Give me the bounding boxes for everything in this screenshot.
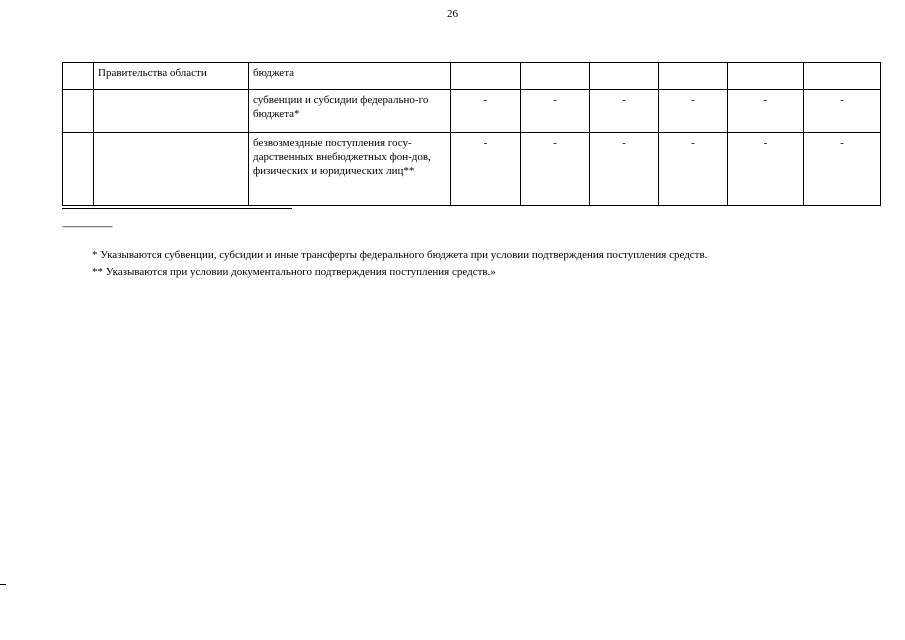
table-cell-index [63,63,94,90]
table-cell-value: - [659,90,728,133]
budget-table [62,62,881,206]
table-cell-value: - [659,133,728,206]
footnote-2: ** Указываются при условии документального подтверждения поступления средств.» [92,266,496,278]
table-cell-index [63,90,94,133]
table-cell-value: - [521,133,590,206]
table-cell-source: бюджета [249,63,451,90]
table-cell-value [590,63,659,90]
table-cell-organization: Правительства области [94,63,249,90]
table-cell-value: - [728,90,804,133]
table-row [63,133,881,206]
footnote-1: * Указываются субвенции, субсидии и иные трансферты федерального бюджета при условии подтверждения поступления средств. [92,249,708,261]
table-cell-value: - [804,90,881,133]
table-cell-value: - [521,90,590,133]
margin-mark [0,584,6,585]
table-cell-value [659,63,728,90]
table-cell-organization [94,133,249,206]
table-cell-index [63,133,94,206]
page-number: 26 [447,8,458,20]
table-row [63,63,881,90]
table-cell-value: - [590,90,659,133]
table-cell-value [521,63,590,90]
table-row [63,90,881,133]
table-cell-value: - [804,133,881,206]
table-bottom-rule [62,208,292,209]
footnote-separator: ------------------------------ [62,222,112,231]
table-cell-value [451,63,521,90]
table-cell-source: безвозмездные поступления госу-дарственных внебюджетных фон-дов, физических и юридических лиц** [249,133,451,206]
table-cell-value: - [728,133,804,206]
table-cell-value [804,63,881,90]
table-cell-value: - [590,133,659,206]
table-cell-source: субвенции и субсидии федерально-го бюджета* [249,90,451,133]
table-cell-organization [94,90,249,133]
table-cell-value: - [451,133,521,206]
table-cell-value: - [451,90,521,133]
table-cell-value [728,63,804,90]
